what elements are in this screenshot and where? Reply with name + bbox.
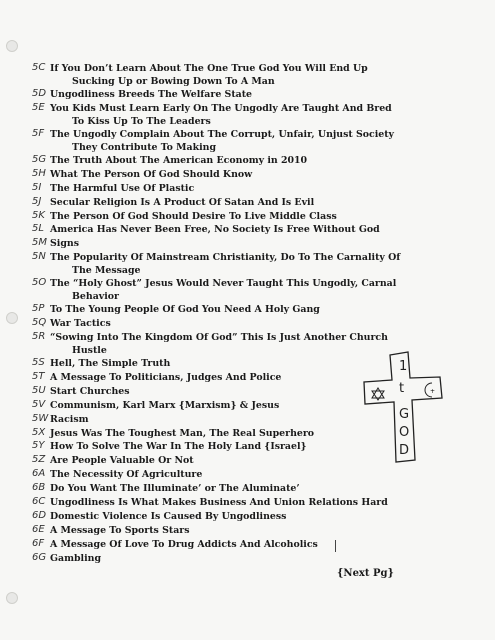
entry-title-continuation: Hustle — [72, 345, 107, 356]
entry-code: 6C — [32, 496, 46, 507]
entry-title-continuation: The Message — [72, 265, 141, 277]
entry-title: To The Young People Of God You Need A Holy Gang — [50, 304, 320, 316]
pen-mark — [335, 540, 336, 552]
topic-entry — [32, 537, 430, 551]
entry-title: Are People Valuable Or Not — [50, 455, 194, 467]
entry-title: A Message To Sports Stars — [50, 524, 190, 536]
entry-title-continuation: They Contribute To Making — [72, 141, 217, 153]
entry-code: 5S — [32, 357, 45, 368]
entry-title-continuation: Sucking Up or Bowing Down To A Man — [72, 76, 275, 87]
topic-entry — [32, 277, 430, 303]
crescent-moon-icon — [425, 383, 435, 397]
topic-entry — [32, 181, 430, 195]
entry-code: 5V — [32, 398, 46, 410]
topic-entry — [32, 223, 430, 236]
entry-title-continuation: Behavior — [72, 291, 119, 303]
entry-title: Domestic Violence Is Caused By Ungodliness — [50, 510, 287, 522]
cross-vertical-text — [399, 359, 409, 458]
topic-entry — [32, 509, 430, 523]
entry-title: A Message To Politicians, Judges And Police — [50, 371, 282, 383]
cross-letter: O — [399, 425, 410, 440]
cross-letter: t — [399, 381, 405, 396]
entry-code: 6A — [32, 468, 46, 480]
topic-entry — [32, 237, 430, 250]
topic-entry — [32, 127, 430, 154]
entry-title: The “Holy Ghost” Jesus Would Never Taught This Ungodly, Carnal — [50, 278, 397, 290]
entry-title: The Truth About The American Economy in 2010 — [50, 154, 308, 166]
entry-title: The Person Of God Should Desire To Live Middle Class — [50, 210, 337, 222]
cross-letter: D — [399, 443, 410, 458]
star-of-david-icon — [372, 388, 384, 400]
topic-entry — [32, 468, 430, 481]
topic-entry — [32, 482, 430, 495]
topic-entry — [32, 551, 430, 565]
topic-entry — [32, 251, 430, 277]
entry-title: The Popularity Of Mainstream Christianity, Do To The Carnality Of — [50, 252, 401, 264]
topic-entry — [32, 167, 430, 181]
entry-code: 5D — [32, 88, 47, 99]
entry-code: 5W — [32, 412, 49, 424]
entry-code: 5Y — [32, 440, 45, 452]
cross-letter: 1 — [399, 359, 408, 374]
entry-code: 5P — [32, 303, 45, 315]
entry-title: Hell, The Simple Truth — [50, 358, 171, 369]
entry-code: 5C — [32, 62, 46, 73]
entry-title: Ungodliness Is What Makes Business And Union Relations Hard — [50, 497, 388, 508]
topic-entry — [32, 153, 430, 167]
entry-title: What The Person Of God Should Know — [50, 168, 253, 180]
entry-title: Signs — [50, 238, 79, 250]
entry-code: 5K — [32, 209, 45, 221]
cross-letter: G — [399, 407, 410, 422]
entry-title: Do You Want The Illuminate’ or The Aluminate’ — [50, 483, 300, 495]
topic-entry — [32, 62, 430, 88]
entry-code: 6G — [32, 551, 47, 563]
topic-entry — [32, 209, 430, 223]
entry-code: 5M — [32, 237, 47, 249]
entry-code: 6F — [32, 537, 45, 549]
topic-entry — [32, 523, 430, 537]
entry-title: Jesus Was The Toughest Man, The Real Superhero — [50, 427, 315, 439]
topic-entry — [32, 101, 430, 128]
entry-code: 5N — [32, 251, 46, 263]
topic-entry — [32, 88, 430, 101]
binder-hole — [6, 40, 18, 52]
entry-title: You Kids Must Learn Early On The Ungodly Are Taught And Bred — [50, 102, 392, 114]
entry-title: “Sowing Into The Kingdom Of God” This Is Just Another Church — [50, 332, 388, 343]
entry-code: 5G — [32, 153, 47, 165]
entry-code: 6B — [32, 482, 46, 494]
entry-title: Secular Religion Is A Product Of Satan And Is Evil — [50, 196, 315, 208]
topic-entry — [32, 317, 430, 330]
entry-code: 5Z — [32, 454, 46, 466]
entry-title: War Tactics — [50, 318, 111, 330]
topic-entry — [32, 303, 430, 316]
entry-code: 6E — [32, 523, 45, 535]
entry-code: 5I — [32, 181, 42, 193]
entry-title: The Ungodly Complain About The Corrupt, Unfair, Unjust Society — [50, 128, 395, 140]
entry-code: 5H — [32, 167, 46, 179]
entry-title: Communism, Karl Marx {Marxism} & Jesus — [50, 399, 280, 411]
entry-title: Gambling — [50, 552, 102, 564]
hand-drawn-cross-icon — [360, 350, 450, 465]
entry-code: 5U — [32, 384, 46, 396]
entry-code: 5X — [32, 426, 46, 438]
entry-code: 5J — [32, 195, 42, 207]
next-page-label: {Next Pg} — [337, 568, 394, 579]
entry-code: 6D — [32, 509, 47, 521]
entry-title: The Necessity Of Agriculture — [50, 469, 203, 481]
entry-code: 5T — [32, 370, 45, 382]
svg-text:+: + — [430, 388, 436, 395]
entry-code: 5E — [32, 101, 45, 113]
entry-title: How To Solve The War In The Holy Land {Israel} — [50, 441, 307, 453]
binder-hole — [6, 592, 18, 604]
entry-title: Racism — [50, 413, 89, 425]
entry-title: The Harmful Use Of Plastic — [50, 182, 195, 194]
entry-title: If You Don’t Learn About The One True God You Will End Up — [50, 63, 368, 74]
entry-code: 5F — [32, 127, 45, 139]
binder-hole — [6, 312, 18, 324]
entry-title: Start Churches — [50, 385, 130, 397]
entry-code: 5Q — [32, 317, 47, 329]
entry-title-continuation: To Kiss Up To The Leaders — [72, 115, 211, 127]
entry-title: Ungodliness Breeds The Welfare State — [50, 89, 253, 100]
topic-entry — [32, 496, 430, 509]
entry-code: 5L — [32, 223, 44, 235]
entry-code: 5R — [32, 331, 46, 342]
topic-entry — [32, 195, 430, 209]
entry-title: A Message Of Love To Drug Addicts And Alcoholics — [50, 538, 318, 550]
entry-title: America Has Never Been Free, No Society Is Free Without God — [50, 224, 380, 236]
entry-code: 5O — [32, 277, 47, 289]
